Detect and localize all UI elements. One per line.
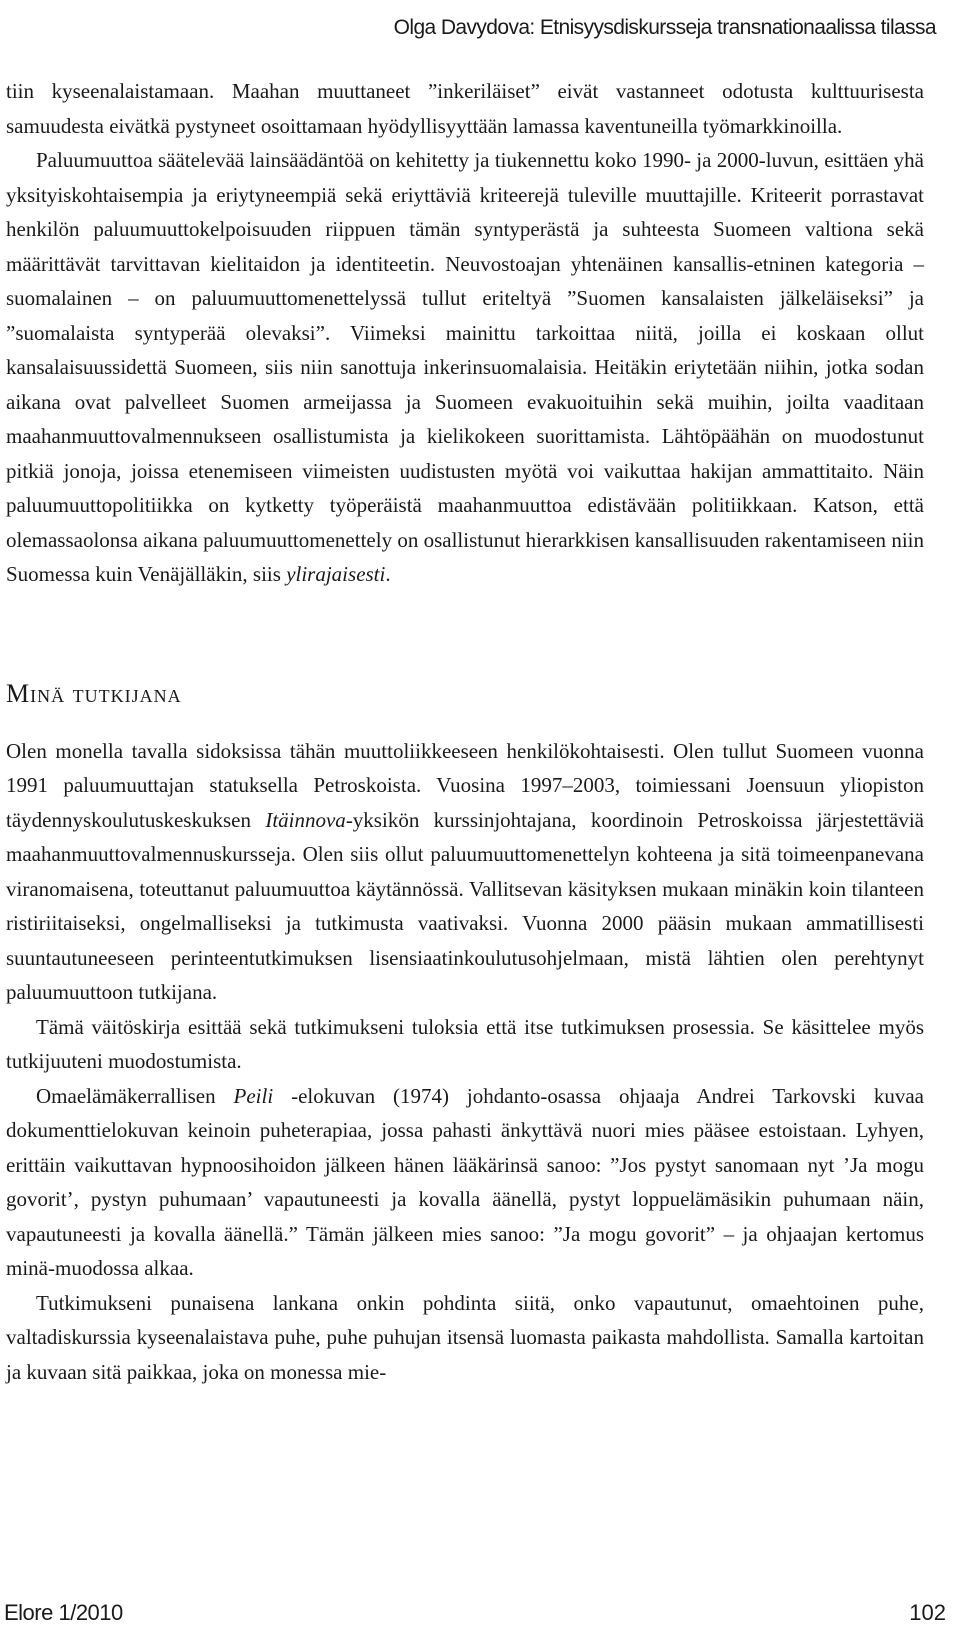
article-body: [6, 74, 924, 1389]
paragraph-1: tiin kyseenalaistamaan. Maahan muuttaneet ”inkeriläiset” eivät vastanneet odotusta kulttuurisesta samuudesta eivätkä pystyneet osoittamaan hyödyllisyyttään lamassa kaventuneilla työmarkkinoilla.: [6, 79, 924, 138]
paragraph-4: Tämä väitöskirja esittää sekä tutkimukseni tuloksia että itse tutkimuksen prosessia. Se käsittelee myös tutkijuuteni muodostumista.: [6, 1014, 924, 1073]
paragraph-6: Tutkimukseni punaisena lankana onkin pohdinta siitä, onko vapautunut, omaehtoinen puhe, valtadiskurssia kyseenalaistava puhe, puhe puhujan itsensä luomasta paikasta mahdollista. Samalla kartoitan ja kuvaan sitä paikkaa, joka on monessa mie-: [6, 1290, 924, 1384]
running-header: Olga Davydova: Etnisyysdiskursseja transnationaalissa tilassa: [393, 16, 936, 39]
paragraph-2-end: .: [385, 562, 391, 586]
paragraph-5-text-b: -elokuvan (1974) johdanto-osassa ohjaaja Andrei Tarkovski kuvaa dokumenttielokuvan keinoin puheterapiaa, jossa pahasti änkyttävä nuori mies pääsee estoistaan. Lyhyen, erittäin vaikuttavan hypnoosihoidon jälkeen hänen lääkärinsä sanoo: ”Jos pystyt sanomaan nyt ’Ja mogu govorit’, pystyn puhumaan’ vapautuneesti ja kovalla äänellä, pystyt loppuelämäsikin puhumaan näin, vapautuneesti ja kovalla äänellä.” Tämän jälkeen mies sanoo: ”Ja mogu govorit” – ja ohjaajan kertomus minä-muodossa alkaa.: [6, 1083, 925, 1280]
paragraph-2: [6, 143, 924, 592]
paragraph-5-text-a: Omaelämäkerrallisen: [36, 1083, 234, 1108]
paragraph-2-text: Paluumuuttoa säätelevää lainsäädäntöä on kehitetty ja tiukennettu koko 1990- ja 2000-luvun, esittäen yhä yksityiskohtaisempia ja eriytyneempiä sekä eriyttäviä kriteerejä tuleville muuttajille. Kriteerit porrastavat henkilön paluumuuttokelpoisuuden riippuen tämän syntyperästä ja suhteesta Suomeen valtiona sekä määrittävät tarvittavan kielitaidon ja identiteetin. Neuvostoajan yhtenäinen kansallis-etninen kategoria – suomalainen – on paluumuuttomenettelyssä tullut eriteltyä ”Suomen kansalaisten jälkeläiseksi” ja ”suomalaista syntyperää olevaksi”. Viimeksi mainittu tarkoittaa niitä, joilla ei koskaan ollut kansalaisuussidettä Suomeen, siis niin sanottuja inkerinsuomalaisia. Heitäkin eriytetään niihin, jotka sodan aikana ovat palvelleet Suomen armeijassa ja Suomeen evakuoituihin sekä muihin, joilta vaaditaan maahanmuuttovalmennukseen osallistumista ja kielikokeen suorittamista. Lähtöpäähän on muodostunut pitkiä jonoja, joissa etenemiseen viimeisten uudistusten myötä voi vaikuttaa hakijan ammattitaito. Näin paluumuuttopolitiikka on kytketty työperäistä maahanmuuttoa edistävään politiikkaan. Katson, että olemassaolonsa aikana paluumuuttomenettely on osallistunut hierarkkisen kansallisuuden rakentamiseen niin Suomessa kuin Venäjälläkin, siis: [6, 148, 924, 586]
paragraph-3-text-b: -yksikön kurssinjohtajana, koordinoin Petroskoissa järjestettäviä maahanmuuttovalmennuskursseja. Olen siis ollut paluumuuttomenettelyn kohteena ja sitä toimeenpanevana viranomaisena, toteuttanut paluumuuttoa käytännössä. Vallitsevan käsityksen mukaan minäkin koin tilanteen ristiriitaiseksi, ongelmalliseksi ja tutkimusta vaativaksi. Vuonna 2000 pääsin mukaan ammatillisesti suuntautuneeseen perinteentutkimuksen lisensiaatinkoulutusohjelmaan, mistä lähtien olen perehtynyt paluumuuttoon tutkijana.: [6, 807, 925, 1004]
paragraph-3: [6, 734, 924, 1010]
paragraph-5-italic: Peili: [233, 1083, 274, 1108]
paragraph-3-text-a: Olen monella tavalla sidoksissa tähän muuttoliikkeeseen henkilökohtaisesti. Olen tullut Suomeen vuonna 1991 paluumuuttajan statuksella Petroskoista. Vuosina 1997–2003, toimiessani Joensuun yliopiston täydennyskoulutuskeskuksen: [6, 738, 924, 832]
footer-journal: Elore 1/2010: [4, 1600, 123, 1625]
paragraph-5: [6, 1079, 924, 1286]
paragraph-2-italic: ylirajaisesti: [286, 562, 386, 586]
page-number: 102: [909, 1600, 946, 1625]
paragraph-3-italic: Itäinnova: [265, 807, 346, 832]
section-heading: Minä tutkijana: [6, 678, 182, 708]
